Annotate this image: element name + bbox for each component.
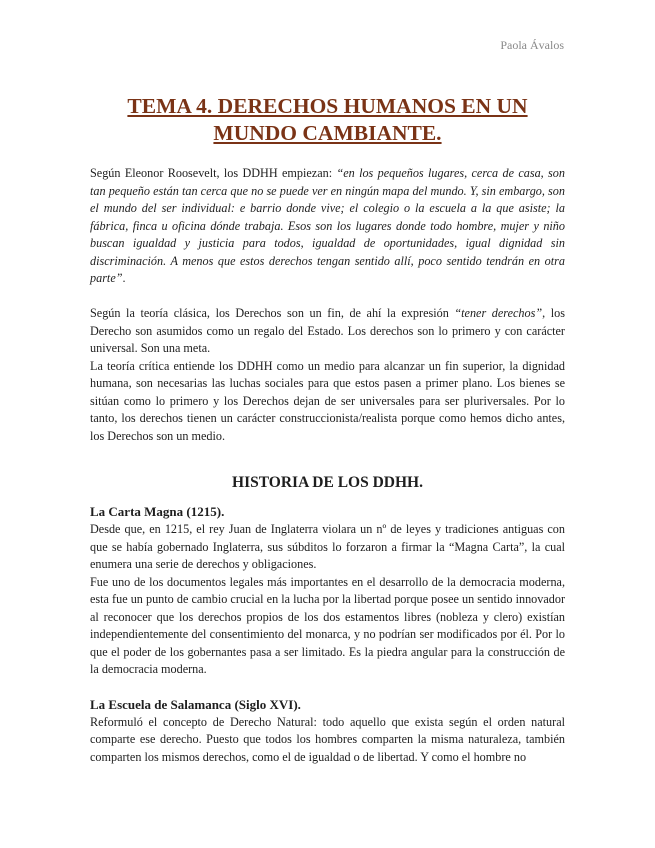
salamanca-paragraph: Reformuló el concepto de Derecho Natural: todo aquello que exista según el orden natural comparte ese derecho. Puesto que todos los hombres comparten la misma naturaleza, también comparten los mismos derechos, como el de igualdad o de libertad. Y como el hombre no xyxy=(90,714,565,764)
intro-end: . xyxy=(122,271,126,285)
critical-theory-paragraph: La teoría crítica entiende los DDHH como un medio para alcanzar un fin superior, la dignidad humana, son necesarias las luchas sociales para que estos pasen a primer plano. Los bienes se sitúan como lo primero y los Derechos dejan de ser universales para ser pluriversales. Por lo tanto, los derechos tienen un carácter construccionista/realista porque como hemos dicho antes, los Derechos son un medio. xyxy=(90,358,565,443)
history-heading: HISTORIA DE LOS DDHH. xyxy=(232,474,423,491)
title-line-1: TEMA 4. DERECHOS HUMANOS EN UN xyxy=(127,94,528,118)
classic-theory-paragraph xyxy=(90,305,565,358)
roosevelt-quote: “en los pequeños lugares, cerca de casa, son tan pequeño están tan cerca que no se puede ver en ningún mapa del mundo. Y, sin embargo, son el mundo del ser individual: e barrio donde vive; el colegio o la escuela a la que asiste; la fábrica, finca u oficina dónde trabaja. Esos son los lugares donde todo hombre, mujer y niño buscan igualdad y justicia para todos, igualdad de oportunidades, igual dignidad sin discriminación. A menos que estos derechos tengan sentido allí, poco sentido tendrán en otra parte” xyxy=(90,166,565,285)
title-line-2: MUNDO CAMBIANTE. xyxy=(213,121,442,145)
page-title xyxy=(90,93,565,147)
document-body xyxy=(90,165,565,766)
classic-lead: Según la teoría clásica, los Derechos son un fin, de ahí la expresión xyxy=(90,306,455,320)
classic-quote: “tener derechos” xyxy=(454,306,543,320)
header-author: Paola Ávalos xyxy=(500,38,564,52)
magna-carta-paragraph-2: Fue uno de los documentos legales más importantes en el desarrollo de la democracia moderna, esta fue un punto de cambio crucial en la lucha por la libertad porque posee un sentido innovador al reconocer que los derechos propios de los dos estamentos libres (nobleza y clero) existían independientemente del consentimiento del monarca, y no podrían ser modificados por él. Por lo que el poder de los gobernantes pasa a ser limitado. Es la piedra angular para la construcción de la democracia moderna. xyxy=(90,574,565,676)
classic-rest: , los Derecho son asumidos como un regalo del Estado. Los derechos son lo primero y con carácter universal. Son una meta. xyxy=(90,306,565,355)
intro-paragraph xyxy=(90,165,565,288)
salamanca-heading: La Escuela de Salamanca (Siglo XVI). xyxy=(90,696,301,712)
magna-carta-paragraph-1: Desde que, en 1215, el rey Juan de Inglaterra violara un nº de leyes y tradiciones antiguas con que se había gobernado Inglaterra, sus súbditos lo forzaron a firmar la “Magna Carta”, la cual enumera una serie de derechos y obligaciones. xyxy=(90,522,565,571)
intro-lead: Según Eleonor Roosevelt, los DDHH empiezan: xyxy=(90,166,337,180)
magna-carta-heading: La Carta Magna (1215). xyxy=(90,504,225,519)
